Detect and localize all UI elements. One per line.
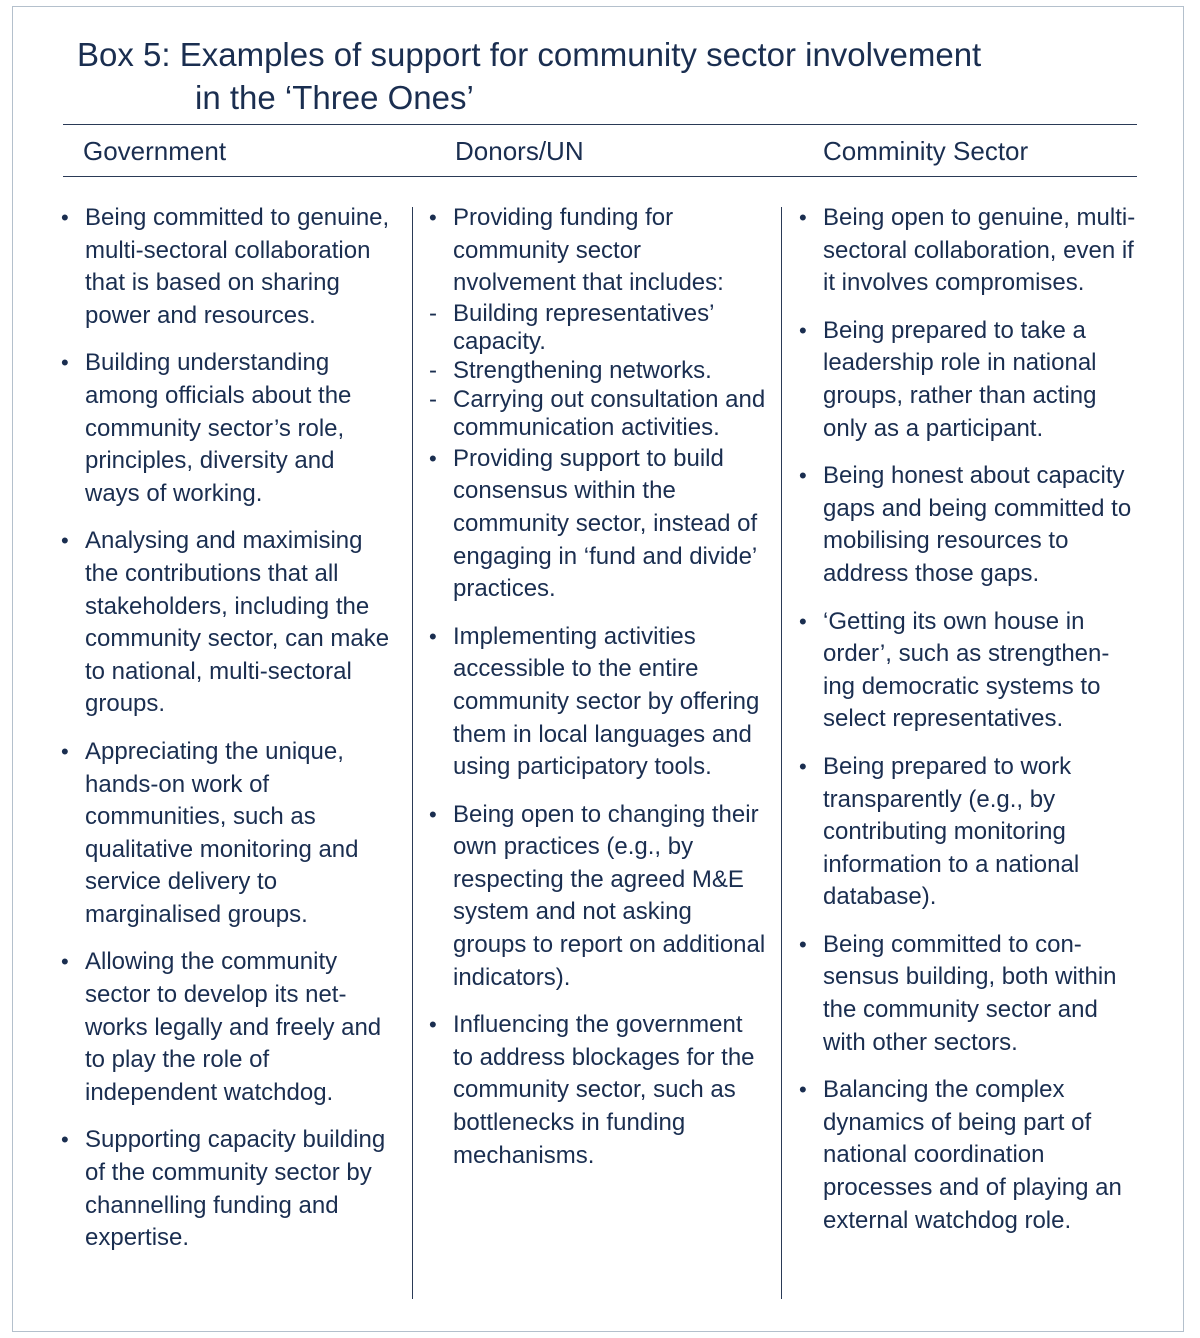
list-item-text: Being open to changing their own practices (e.g., by respecting the agreed M&E system and not asking groups to report on additional indicators).: [453, 800, 766, 991]
list-item-text: Being honest about capacity gaps and being committed to mobilising resources to address those gaps.: [823, 462, 1132, 587]
list-item: [429, 799, 769, 995]
list-item-text: Supporting capacity building of the community sector by channelling funding and expertise.: [85, 1126, 386, 1252]
sub-list-item-text: Carrying out consultation and communication activities.: [453, 385, 766, 442]
sub-list-item: [429, 300, 769, 357]
list-item: [429, 443, 769, 606]
box-title: [77, 33, 981, 119]
list-item-text: Being open to genuine, multi-sectoral collaboration, even if it involves compromises.: [823, 204, 1136, 297]
list-item-text: Balancing the complex dynamics of being part of national coordination processes and of playing an external watchdog role.: [823, 1076, 1122, 1234]
bullet-icon: •: [61, 350, 69, 376]
header-bottom-rule: [63, 176, 1137, 177]
list-item-text: Analysing and maximising the contributions that all stakeholders, including the community sector, can make to national, multi-sectoral groups.: [85, 527, 390, 718]
list-item: [799, 315, 1139, 445]
sub-list-item: [429, 386, 769, 443]
list-item: [799, 460, 1139, 590]
dash-icon: -: [429, 299, 437, 327]
list-item-text: Being committed to genuine, multi-sectoral collaboration that is based on sharing power and resources.: [85, 204, 390, 329]
dash-icon: -: [429, 356, 437, 384]
column-divider-2: [781, 207, 782, 1299]
list-item-text: Implementing activities accessible to the entire community sector by offering them in local languages and using participatory tools.: [453, 622, 760, 781]
column-divider-1: [412, 207, 413, 1299]
header-top-rule: [63, 124, 1137, 125]
bullet-icon: •: [61, 528, 69, 554]
list-item: [61, 736, 391, 932]
bullet-icon: •: [429, 445, 437, 471]
list-item: [799, 202, 1139, 300]
list-item: [799, 929, 1139, 1059]
column-heading-community: Comminity Sector: [823, 136, 1029, 166]
sub-list-item-text: Strengthening networks.: [453, 356, 712, 384]
bullet-icon: •: [61, 205, 69, 230]
list-item: [799, 751, 1139, 914]
list-item: [61, 525, 391, 721]
list-item: [799, 1074, 1139, 1237]
bullet-icon: •: [799, 608, 807, 634]
list-item-text: Being committed to con-sensus building, both within the community sector and with other sectors.: [823, 930, 1117, 1056]
list-item-text: Providing funding for community sector nvolvement that includes:: [453, 204, 724, 297]
list-item-text: ‘Getting its own house in order’, such as strengthen-ing democratic systems to select representatives.: [823, 607, 1110, 733]
dash-icon: -: [429, 385, 437, 413]
list-item-text: Appreciating the unique, hands-on work of communities, such as qualitative monitoring and service delivery to marginalised groups.: [85, 737, 359, 928]
bullet-icon: •: [799, 931, 807, 957]
list-item: [429, 621, 769, 784]
list-item: [429, 202, 769, 443]
list-item-text: Providing support to build consensus within the community sector, instead of engaging in ‘fund and divide’ practices.: [453, 444, 758, 603]
bullet-icon: •: [799, 317, 807, 343]
list-item: [61, 946, 391, 1109]
list-item-text: Being prepared to work transparently (e.g., by contributing monitoring information to a national database).: [823, 752, 1080, 911]
box-title-line-2: in the ‘Three Ones’: [195, 79, 474, 116]
list-item-text: Influencing the government to address blockages for the community sector, such as bottlenecks in funding mechanisms.: [453, 1011, 755, 1169]
bullet-icon: •: [799, 753, 807, 779]
column-community: [799, 202, 1139, 1252]
list-item: [61, 347, 391, 510]
bullet-icon: •: [429, 205, 437, 230]
sub-list-item: [429, 357, 769, 386]
column-donors: [429, 202, 769, 1187]
list-item: [61, 1124, 391, 1254]
list-item-text: Allowing the community sector to develop its net-works legally and freely and to play the role of independent watchdog.: [85, 948, 382, 1106]
list-item: [61, 202, 391, 332]
box-title-line-1: Box 5: Examples of support for community sector involvement: [77, 36, 982, 73]
list-item: [429, 1009, 769, 1172]
government-list: [61, 202, 391, 1255]
column-heading-donors: Donors/UN: [455, 136, 584, 166]
community-list: [799, 202, 1139, 1237]
list-item: [799, 606, 1139, 736]
bullet-icon: •: [61, 1127, 69, 1153]
bullet-icon: •: [61, 949, 69, 975]
donors-sub-list: [429, 300, 769, 443]
sub-list-item-text: Building representatives’ capacity.: [453, 299, 714, 356]
column-government: [61, 202, 391, 1270]
bullet-icon: •: [429, 801, 437, 827]
bullet-icon: •: [429, 623, 437, 649]
list-item-text: Building understanding among officials about the community sector’s role, principles, diversity and ways of working.: [85, 349, 352, 507]
bullet-icon: •: [799, 463, 807, 489]
column-heading-government: Government: [83, 136, 227, 166]
bullet-icon: •: [61, 738, 69, 764]
bullet-icon: •: [799, 1077, 807, 1103]
box-panel: [12, 6, 1184, 1332]
bullet-icon: •: [799, 205, 807, 230]
donors-list: [429, 202, 769, 1172]
list-item-text: Being prepared to take a leadership role in national groups, rather than acting only as a participant.: [823, 316, 1097, 442]
bullet-icon: •: [429, 1012, 437, 1038]
